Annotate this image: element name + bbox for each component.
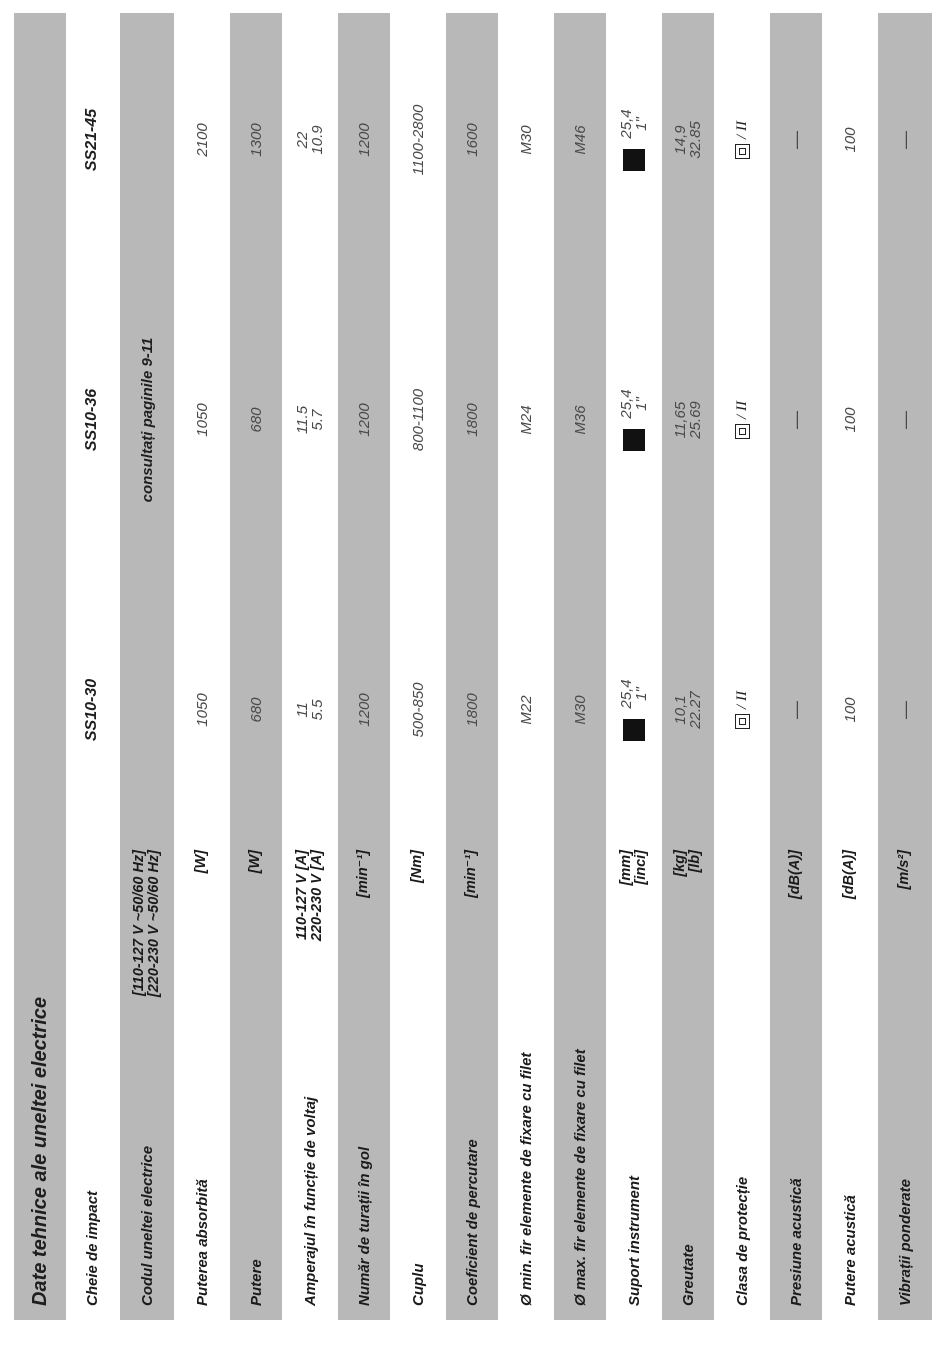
value-line-2: 22.27 [687,691,704,729]
value-ss21-45: 1200 [355,123,373,157]
row-label: Cuplu [409,1263,427,1306]
row-units [608,850,660,980]
value-line-2: 10.9 [309,125,326,155]
spec-row [824,13,876,1320]
row-label: Amperajul în funcție de voltaj [301,1096,319,1306]
value-line-2: 1" [633,687,650,701]
value-ss10-30: 500-850 [409,682,427,738]
value-ss10-30: 1800 [463,693,481,727]
protection-class-text: / II [733,121,750,139]
value-ss21-45: — [785,131,806,149]
row-label: Vibrații ponderate [896,1179,914,1306]
row-label: Clasa de protecție [733,1176,751,1306]
value-ss21-45 [608,60,660,220]
spec-table-sheet [14,13,932,1320]
header-row [66,13,118,1320]
value-line-1: 25,4 [618,679,635,709]
spec-row [770,13,822,1320]
spec-row [500,13,552,1320]
value-ss21-45 [716,60,768,220]
row-label: Număr de turații în gol [355,1146,373,1306]
page-title: Date tehnice ale uneltei electrice [28,996,51,1306]
value-ss10-36 [608,340,660,500]
protection-class-ii-icon [735,144,750,159]
spec-row [392,13,444,1320]
model-ss10-30: SS10-30 [83,678,100,742]
tool-code-unit-2: [220-230 V ~50/60 Hz] [146,850,162,998]
row-label: Coeficient de percutare [463,1139,481,1306]
value-ss10-30: — [785,701,806,719]
value-ss10-36 [662,340,714,500]
row-unit: [m/s²] [896,850,913,890]
protection-class-text: / II [733,401,750,419]
model-ss21-45: SS21-45 [83,108,100,172]
value-ss10-30: M22 [517,695,535,725]
header-label: Cheie de impact [83,1190,101,1306]
row-label: Putere acustică [841,1195,859,1306]
value-ss10-36: M36 [571,405,589,435]
title-band [14,13,66,1320]
value-ss21-45: M46 [571,125,589,155]
value-ss10-36: 680 [247,407,265,433]
value-ss10-36: 800-1100 [409,388,427,452]
spec-row [176,13,228,1320]
value-ss21-45 [284,60,336,220]
value-ss10-30: — [894,701,915,719]
value-ss10-30: 1050 [193,693,211,727]
value-ss21-45: 1100-2800 [409,104,427,176]
row-unit-1: [mm] [617,850,634,886]
value-line-1: 25,4 [618,109,635,139]
spec-row [446,13,498,1320]
value-line-2: 25.69 [687,401,704,439]
value-line-1: 10,1 [672,695,689,725]
value-line-2: 1" [633,397,650,411]
value-line-2: 1" [633,117,650,131]
row-label: Ø max. fir elemente de fixare cu filet [571,1049,589,1306]
value-ss10-36: — [785,411,806,429]
value-ss10-36: 1050 [193,403,211,437]
row-unit-2: 220-230 V [A] [309,850,325,942]
tool-code-units [120,850,174,1190]
row-label: Greutate [679,1244,697,1306]
spec-row [554,13,606,1320]
value-ss10-30 [716,630,768,790]
square-drive-icon [623,429,645,451]
row-label: Puterea absorbită [193,1179,211,1306]
value-line-1: 22 [294,131,311,149]
value-ss10-30: 1200 [355,693,373,727]
spec-row [284,13,336,1320]
protection-class-ii-icon [735,424,750,439]
value-ss21-45: 1600 [463,123,481,157]
spec-row [608,13,660,1320]
value-ss10-30 [284,630,336,790]
row-unit: [dB(A)] [787,850,804,900]
protection-class-text: / II [733,691,750,709]
protection-class-ii-icon [735,714,750,729]
row-unit-1: 110-127 V [A] [293,850,310,940]
value-ss21-45: 2100 [193,123,211,157]
value-line-1: 11 [294,702,311,718]
value-ss10-36: 100 [841,407,859,433]
value-ss10-36: M24 [517,405,535,435]
row-unit: [W] [247,850,264,874]
tool-code-label: Codul uneltei electrice [138,1145,156,1306]
value-line-2: 5.5 [309,699,326,721]
value-ss10-30 [608,630,660,790]
row-units [662,850,714,980]
value-ss21-45 [662,60,714,220]
row-unit-2: [inci] [633,850,649,885]
row-units [284,850,336,980]
value-line-1: 25,4 [618,389,635,419]
row-label: Putere [247,1259,265,1306]
value-line-1: 14,9 [672,125,689,155]
value-ss10-30: 100 [841,697,859,723]
row-unit: [min⁻¹] [355,850,372,898]
row-label: Suport instrument [625,1176,643,1306]
row-label: Presiune acustică [787,1178,805,1306]
value-ss10-36: 1800 [463,403,481,437]
row-label: Ø min. fir elemente de fixare cu filet [517,1052,535,1306]
tool-code-row [120,13,174,1320]
value-ss21-45: 1300 [247,123,265,157]
value-ss10-30 [662,630,714,790]
value-ss10-36: — [894,411,915,429]
value-ss10-36 [716,340,768,500]
row-unit-1: [kg] [671,850,688,877]
value-ss10-30: M30 [571,695,589,725]
value-ss10-36 [284,340,336,500]
row-unit: [dB(A)] [841,850,858,900]
spec-row [878,13,932,1320]
row-unit: [min⁻¹] [463,850,480,898]
value-ss10-36: 1200 [355,403,373,437]
value-ss21-45: 100 [841,127,859,153]
square-drive-icon [623,719,645,741]
row-unit: [Nm] [409,850,426,884]
spec-row [716,13,768,1320]
tool-code-unit-1: [110-127 V ~50/60 Hz] [130,850,147,997]
row-unit: [W] [193,850,210,874]
row-unit-2: [lb] [687,850,703,873]
value-line-2: 32.85 [687,121,704,159]
spec-row [338,13,390,1320]
model-ss10-36: SS10-36 [83,388,100,452]
value-line-2: 5.7 [309,409,326,431]
value-line-1: 11.5 [294,405,311,435]
value-ss10-30: 680 [247,697,265,723]
value-line-1: 11,65 [672,401,689,439]
value-ss21-45: M30 [517,125,535,155]
spec-row [230,13,282,1320]
tool-code-note: consultați paginile 9-11 [138,337,156,503]
square-drive-icon [623,149,645,171]
spec-row [662,13,714,1320]
value-ss21-45: — [894,131,915,149]
